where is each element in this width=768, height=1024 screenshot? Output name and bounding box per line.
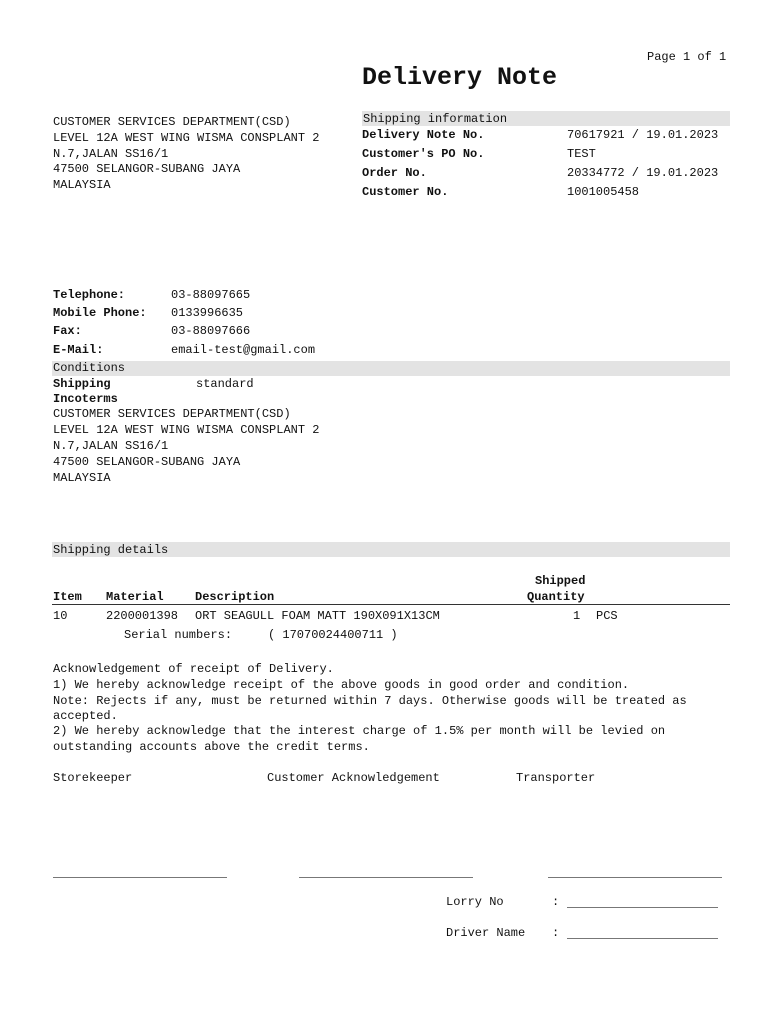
address-line: CUSTOMER SERVICES DEPARTMENT(CSD) bbox=[53, 115, 291, 129]
acknowledgement-line: 2) We hereby acknowledge that the interest charge of 1.5% per month will be levied on bbox=[53, 724, 666, 738]
acknowledgement-line: 1) We hereby acknowledge receipt of the above goods in good order and condition. bbox=[53, 678, 630, 692]
shipped-quantity: 1 bbox=[573, 609, 581, 623]
delivery-note-no-value: 70617921 / 19.01.2023 bbox=[567, 128, 719, 142]
fax-value: 03-88097666 bbox=[171, 324, 251, 338]
telephone-value: 03-88097665 bbox=[171, 288, 251, 302]
shipping-details-heading: Shipping details bbox=[53, 543, 169, 557]
telephone-label: Telephone: bbox=[53, 288, 126, 302]
serial-numbers-value: ( 17070024400711 ) bbox=[268, 628, 398, 642]
lorry-no-label: Lorry No bbox=[446, 895, 504, 909]
address-line: CUSTOMER SERVICES DEPARTMENT(CSD) bbox=[53, 407, 291, 421]
storekeeper-signature-line bbox=[53, 877, 227, 878]
driver-name-label: Driver Name bbox=[446, 926, 526, 940]
col-shipped: Shipped bbox=[535, 574, 586, 588]
page-number: Page 1 of 1 bbox=[647, 50, 727, 64]
acknowledgement-line: accepted. bbox=[53, 709, 118, 723]
material-number: 2200001398 bbox=[106, 609, 179, 623]
mobile-phone-label: Mobile Phone: bbox=[53, 306, 147, 320]
shipping-value: standard bbox=[196, 377, 254, 391]
customer-no-label: Customer No. bbox=[362, 185, 449, 199]
acknowledgement-line: outstanding accounts above the credit terms. bbox=[53, 740, 370, 754]
quantity-unit: PCS bbox=[596, 609, 618, 623]
customer-acknowledgement-label: Customer Acknowledgement bbox=[267, 771, 440, 785]
item-description: ORT SEAGULL FOAM MATT 190X091X13CM bbox=[195, 609, 440, 623]
address-line: LEVEL 12A WEST WING WISMA CONSPLANT 2 bbox=[53, 423, 320, 437]
customer-po-value: TEST bbox=[567, 147, 596, 161]
transporter-label: Transporter bbox=[516, 771, 596, 785]
email-value: email-test@gmail.com bbox=[171, 343, 316, 357]
serial-numbers-label: Serial numbers: bbox=[124, 628, 233, 642]
driver-name-field bbox=[567, 938, 718, 939]
order-no-value: 20334772 / 19.01.2023 bbox=[567, 166, 719, 180]
storekeeper-label: Storekeeper bbox=[53, 771, 133, 785]
address-line: N.7,JALAN SS16/1 bbox=[53, 147, 169, 161]
mobile-phone-value: 0133996635 bbox=[171, 306, 244, 320]
table-header-rule bbox=[52, 604, 730, 605]
incoterms-label: Incoterms bbox=[53, 392, 118, 406]
conditions-heading: Conditions bbox=[53, 361, 126, 375]
fax-label: Fax: bbox=[53, 324, 82, 338]
shipping-info-heading: Shipping information bbox=[363, 112, 508, 126]
customer-no-value: 1001005458 bbox=[567, 185, 640, 199]
page-title: Delivery Note bbox=[362, 63, 558, 92]
col-quantity: Quantity bbox=[527, 590, 585, 604]
acknowledgement-line: Acknowledgement of receipt of Delivery. bbox=[53, 662, 334, 676]
col-material: Material bbox=[106, 590, 164, 604]
address-line: 47500 SELANGOR-SUBANG JAYA bbox=[53, 455, 241, 469]
address-line: LEVEL 12A WEST WING WISMA CONSPLANT 2 bbox=[53, 131, 320, 145]
shipping-label: Shipping bbox=[53, 377, 111, 391]
order-no-label: Order No. bbox=[362, 166, 427, 180]
delivery-note-no-label: Delivery Note No. bbox=[362, 128, 485, 142]
lorry-no-field bbox=[567, 907, 718, 908]
lorry-no-separator: : bbox=[552, 895, 560, 909]
email-label: E-Mail: bbox=[53, 343, 104, 357]
address-line: 47500 SELANGOR-SUBANG JAYA bbox=[53, 162, 241, 176]
acknowledgement-line: Note: Rejects if any, must be returned within 7 days. Otherwise goods will be treated as bbox=[53, 694, 687, 708]
address-line: N.7,JALAN SS16/1 bbox=[53, 439, 169, 453]
customer-po-label: Customer's PO No. bbox=[362, 147, 485, 161]
conditions-band bbox=[52, 361, 730, 376]
address-line: MALAYSIA bbox=[53, 471, 111, 485]
col-description: Description bbox=[195, 590, 275, 604]
col-item: Item bbox=[53, 590, 82, 604]
driver-name-separator: : bbox=[552, 926, 560, 940]
customer-signature-line bbox=[299, 877, 473, 878]
item-number: 10 bbox=[53, 609, 68, 623]
address-line: MALAYSIA bbox=[53, 178, 111, 192]
transporter-signature-line bbox=[548, 877, 722, 878]
